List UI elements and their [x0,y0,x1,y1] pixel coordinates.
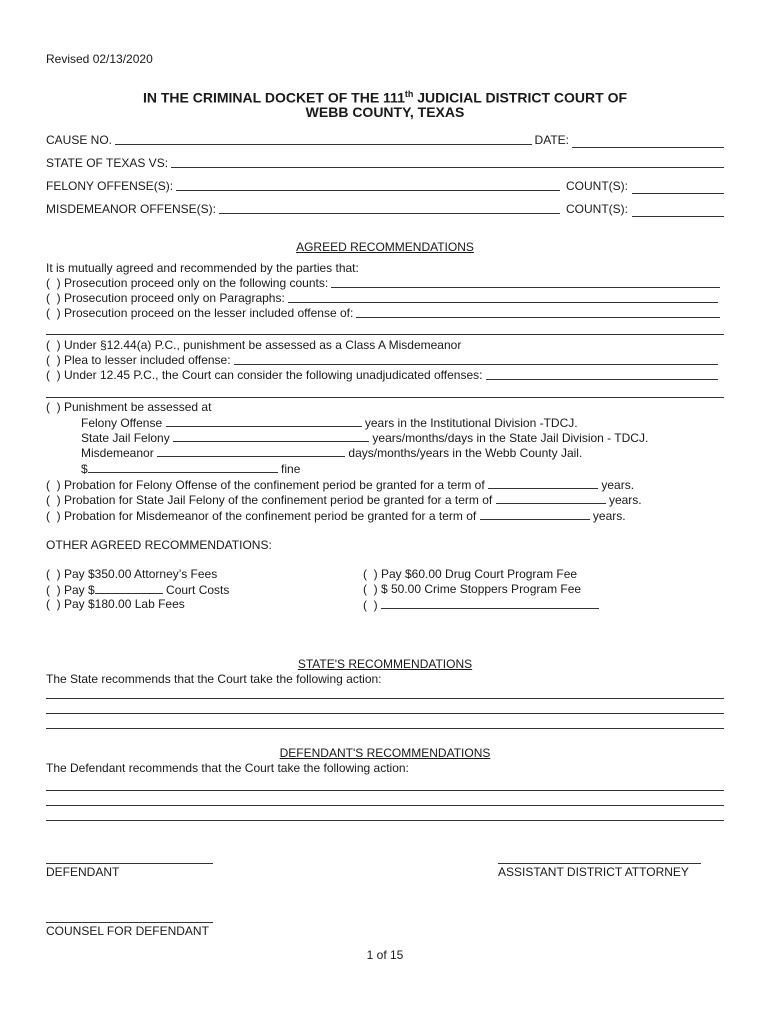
felony-offense-label: FELONY OFFENSE(S): [46,179,174,193]
other-fee-option[interactable] [363,597,599,613]
probation-felony-row[interactable] [46,477,634,493]
state-vs-row [46,156,724,171]
defendant-recommendations-heading: DEFENDANT'S RECOMMENDATIONS [279,746,491,760]
paragraphs-label: ( ) Prosecution proceed only on Paragraphs: [46,291,285,305]
state-recommendations-intro: The State recommends that the Court take the following action: [46,672,382,686]
state-recommendation-line-2[interactable] [46,713,724,714]
lesser-offense-row[interactable] [46,306,724,321]
paragraphs-field[interactable] [288,301,718,303]
defendant-recommendation-line-1[interactable] [46,790,724,791]
sjf-term-field[interactable] [173,430,369,442]
document-title-line2: WEBB COUNTY, TEXAS [305,104,465,120]
drug-court-fee-option[interactable]: ( ) Pay $60.00 Drug Court Program Fee [363,567,578,581]
ada-signature-line[interactable] [498,863,701,864]
fine-suffix: fine [281,462,301,476]
probation-felony-label: ( ) Probation for Felony Offense of the confinement period be granted for a term of [46,478,485,492]
counts-field[interactable] [331,286,720,288]
misdemeanor-punishment-suffix: days/months/years in the Webb County Jail. [348,446,583,460]
fine-amount-field[interactable] [88,461,278,473]
attorney-fees-option[interactable]: ( ) Pay $350.00 Attorney’s Fees [46,567,218,581]
counts-label: ( ) Prosecution proceed only on the following counts: [46,276,329,290]
under-12-45-row[interactable] [46,368,724,383]
cause-no-label: CAUSE NO. [46,133,113,147]
sjf-punishment-label: State Jail Felony [81,431,170,445]
revised-date: Revised 02/13/2020 [46,52,153,66]
lesser-offense-label: ( ) Prosecution proceed on the lesser included offense of: [46,306,354,320]
felony-punishment-row [81,415,578,431]
fine-row [81,461,300,477]
misdemeanor-punishment-label: Misdemeanor [81,446,154,460]
plea-lesser-field[interactable] [234,363,718,365]
sjf-punishment-suffix: years/months/days in the State Jail Division - TDCJ. [372,431,649,445]
under-12-45-label: ( ) Under 12.45 P.C., the Court can consider the following unadjudicated offenses: [46,368,483,382]
misdemeanor-count-field[interactable] [632,205,724,217]
counsel-signature-label: COUNSEL FOR DEFENDANT [46,924,209,938]
felony-count-label: COUNT(S): [566,179,628,193]
felony-offense-row [46,179,724,194]
probation-misdemeanor-field[interactable] [480,508,590,520]
date-label: DATE: [534,133,569,147]
state-vs-label: STATE OF TEXAS VS: [46,156,169,170]
court-costs-prefix: ( ) Pay $ [46,583,95,597]
state-recommendation-line-1[interactable] [46,698,724,699]
misdemeanor-count-label: COUNT(S): [566,202,628,216]
probation-felony-field[interactable] [488,477,598,489]
probation-sjf-years: years. [608,493,642,507]
probation-sjf-label: ( ) Probation for State Jail Felony of the confinement period be granted for a term of [46,493,493,507]
punishment-option[interactable]: ( ) Punishment be assessed at [46,400,212,414]
fine-prefix: $ [81,462,88,476]
state-recommendations-heading: STATE'S RECOMMENDATIONS [297,657,473,671]
plea-lesser-row[interactable] [46,353,724,368]
felony-punishment-label: Felony Offense [81,416,163,430]
date-field[interactable] [572,136,724,148]
lab-fees-option[interactable]: ( ) Pay $180.00 Lab Fees [46,597,185,611]
counsel-signature-line[interactable] [46,922,213,923]
misdemeanor-term-field[interactable] [157,445,345,457]
sjf-punishment-row [81,430,648,446]
probation-felony-years: years. [601,478,635,492]
cause-no-field[interactable] [115,143,532,145]
defendant-recommendation-line-2[interactable] [46,805,724,806]
felony-years-field[interactable] [166,415,362,427]
defendant-recommendation-line-3[interactable] [46,820,724,821]
page-number: 1 of 15 [366,948,404,962]
defendant-signature-label: DEFENDANT [46,865,120,879]
felony-count-field[interactable] [632,182,724,194]
defendant-recommendations-intro: The Defendant recommends that the Court take the following action: [46,761,409,775]
court-costs-amount-field[interactable] [95,582,163,594]
lesser-offense-field[interactable] [356,316,720,318]
other-fee-field[interactable] [381,597,599,609]
probation-misdemeanor-row[interactable] [46,508,626,524]
probation-misdemeanor-years: years. [592,509,626,523]
under-12-44-option[interactable]: ( ) Under §12.44(a) P.C., punishment be assessed as a Class A Misdemeanor [46,338,462,352]
cause-no-row [46,133,724,148]
felony-offense-field[interactable] [176,189,560,191]
probation-sjf-row[interactable] [46,492,642,508]
lesser-offense-continuation-line[interactable] [46,334,724,335]
probation-misdemeanor-label: ( ) Probation for Misdemeanor of the confinement period be granted for a term of [46,509,477,523]
unadjudicated-continuation-line[interactable] [46,397,724,398]
defendant-name-field[interactable] [171,166,724,168]
agreed-intro: It is mutually agreed and recommended by the parties that: [46,261,359,275]
counts-row[interactable] [46,276,724,291]
misdemeanor-offense-field[interactable] [219,212,560,214]
misdemeanor-offense-row [46,202,724,217]
plea-lesser-label: ( ) Plea to lesser included offense: [46,353,231,367]
crime-stoppers-fee-option[interactable]: ( ) $ 50.00 Crime Stoppers Program Fee [363,582,582,596]
document-title-line1: IN THE CRIMINAL DOCKET OF THE 111th JUDICIAL DISTRICT COURT OF [142,89,628,106]
other-recommendations-heading: OTHER AGREED RECOMMENDATIONS: [46,538,272,552]
defendant-signature-line[interactable] [46,863,213,864]
court-costs-option[interactable] [46,582,229,598]
agreed-recommendations-heading: AGREED RECOMMENDATIONS [296,240,474,254]
felony-punishment-suffix: years in the Institutional Division -TDCJ. [364,416,578,430]
unadjudicated-offenses-field[interactable] [486,378,719,380]
misdemeanor-offense-label: MISDEMEANOR OFFENSE(S): [46,202,217,216]
state-recommendation-line-3[interactable] [46,728,724,729]
paragraphs-row[interactable] [46,291,724,306]
probation-sjf-field[interactable] [496,492,606,504]
other-fee-checkbox: ( ) [363,598,378,612]
court-costs-suffix: Court Costs [166,583,230,597]
ada-signature-label: ASSISTANT DISTRICT ATTORNEY [498,865,689,879]
misdemeanor-punishment-row [81,445,582,461]
